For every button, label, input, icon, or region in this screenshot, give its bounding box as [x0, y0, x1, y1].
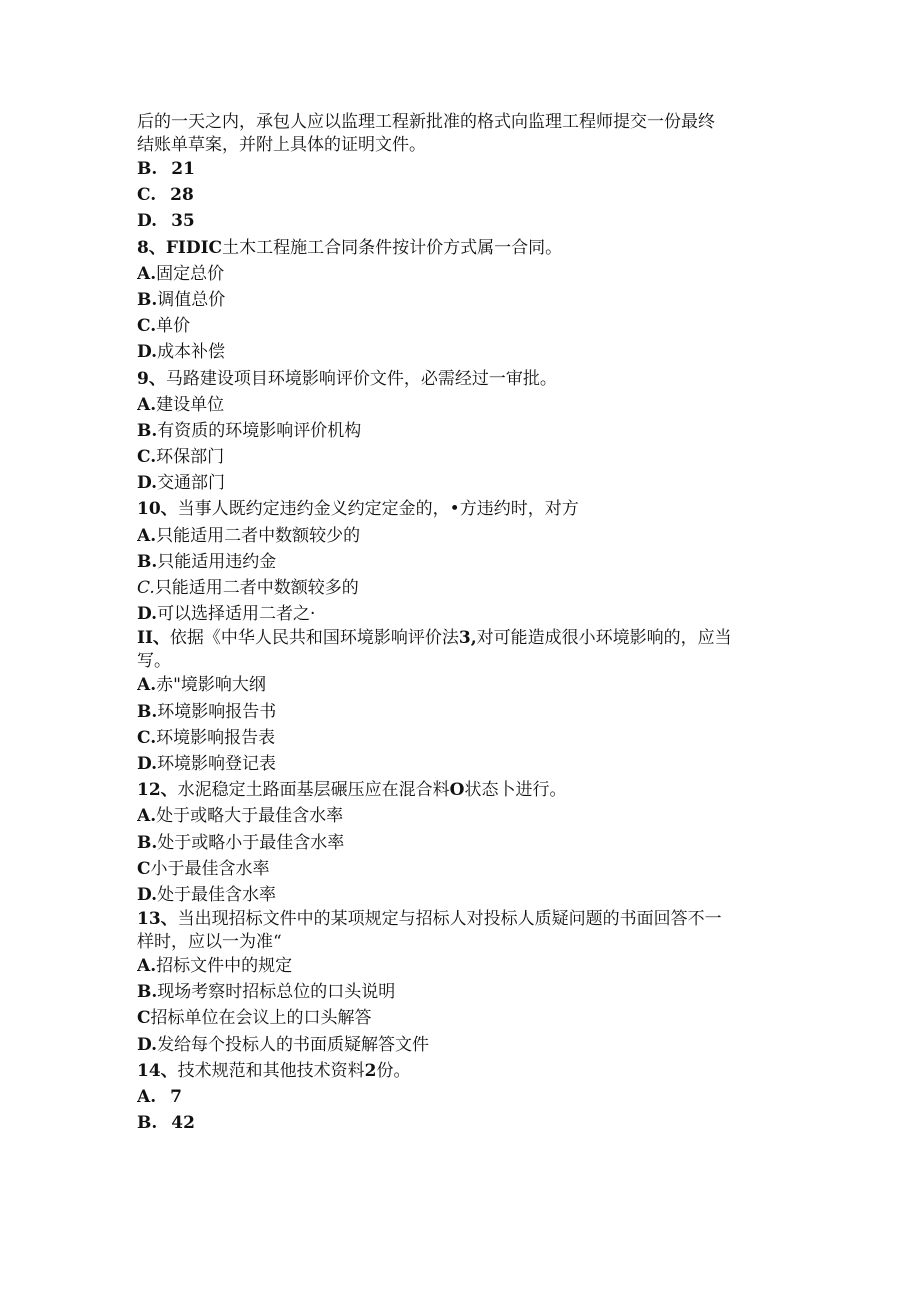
- question-text: 对可能造成很小环境影响的，应当: [476, 628, 732, 649]
- option-text: 小于最佳含水率: [150, 858, 270, 879]
- q11-option-a: [137, 672, 787, 698]
- option-text: 处于或略大于最佳含水率: [156, 806, 344, 827]
- option-label: C.: [137, 578, 155, 598]
- option-text: 固定总价: [156, 263, 225, 284]
- option-label: A.: [137, 956, 157, 977]
- q13-option-a: [137, 953, 787, 979]
- option-text: 赤"境影响大纲: [156, 675, 266, 696]
- question-10: [137, 496, 787, 522]
- option-text: 处于或略小于最佳含水率: [157, 832, 345, 853]
- option-text: 7: [170, 1087, 182, 1107]
- question-12: [137, 777, 787, 803]
- question-text: 当出现招标文件中的某项规定与招标人对投标人质疑问题的书面回答不一: [177, 909, 722, 930]
- option-label: B.: [137, 551, 158, 572]
- question-text: 水泥稳定土路面基层碾压应在混合料: [177, 780, 450, 801]
- option-text: 发给每个投标人的书面质疑解答文件: [157, 1034, 430, 1055]
- question-number: 10、: [137, 499, 178, 520]
- question-11-line-2: 写。: [137, 650, 171, 671]
- q12-option-d: [137, 882, 787, 908]
- question-number: 14、: [137, 1060, 178, 1081]
- option-label: B.: [137, 420, 158, 441]
- q8-option-a: [137, 261, 787, 287]
- q13-option-c: [137, 1005, 787, 1031]
- option-text: 只能适用违约金: [157, 551, 277, 572]
- option-label: A.: [137, 394, 157, 415]
- option-text: 35: [171, 211, 195, 232]
- question-number: 12、: [137, 780, 178, 801]
- question-9: [137, 366, 787, 392]
- option-label: C.: [137, 447, 157, 468]
- option-label: D.: [137, 473, 158, 494]
- q8-option-c: [137, 313, 787, 339]
- question-number: 9、: [137, 368, 166, 389]
- option-label: B.: [137, 982, 158, 1003]
- q13-option-d: [137, 1032, 787, 1058]
- document-page: [137, 111, 787, 1136]
- question-13-line-1: [137, 908, 787, 931]
- option-label: A.: [137, 263, 157, 284]
- option-label: D.: [137, 884, 158, 905]
- option-text: 调值总价: [157, 289, 226, 310]
- option-text: 21: [171, 159, 195, 179]
- question-term: FIDIC: [165, 237, 223, 258]
- question-text: 状态卜进行。: [464, 780, 567, 801]
- q10-option-c: [137, 575, 787, 601]
- option-label: B.: [137, 701, 158, 722]
- question-text: 当事人既约定违约金义约定定金的，•方违约时，对方: [177, 499, 579, 520]
- option-text: 现场考察时招标总位的口头说明: [157, 982, 396, 1003]
- question-11-line-1: [137, 627, 787, 650]
- q11-option-d: [137, 751, 787, 777]
- q14-option-b: [137, 1110, 787, 1136]
- option-text: 处于最佳含水率: [157, 884, 277, 905]
- q14-option-a: [137, 1084, 787, 1110]
- option-label: B.: [137, 832, 158, 853]
- option-text: 环境影响报告表: [156, 727, 276, 748]
- option-label: A.: [137, 675, 157, 696]
- question-number: II、: [137, 628, 170, 649]
- q9-option-d: [137, 470, 787, 496]
- q10-option-b: [137, 549, 787, 575]
- q8-option-d: [137, 339, 787, 365]
- question-13-line-2: 样时，应以一为准“: [137, 931, 282, 952]
- option-label: D.: [137, 604, 158, 625]
- q12-option-a: [137, 803, 787, 829]
- question-bold-fragment: O: [449, 780, 465, 801]
- option-label: A.: [137, 806, 157, 827]
- option-text: 可以选择适用二者之·: [157, 604, 316, 625]
- q10-option-d: [137, 601, 787, 627]
- question-number: 13、: [137, 909, 178, 930]
- q12-option-b: [137, 830, 787, 856]
- q8-option-b: [137, 287, 787, 313]
- option-label: D.: [137, 753, 158, 774]
- option-text: 42: [171, 1113, 195, 1134]
- option-label: B.: [137, 159, 158, 179]
- option-text: 有资质的环境影响评价机构: [157, 420, 362, 441]
- option-text: 28: [170, 185, 194, 206]
- q12-option-c: [137, 856, 787, 882]
- question-text: 技术规范和其他技术资料: [177, 1060, 365, 1081]
- option-text: 只能适用二者中数额较少的: [156, 525, 361, 546]
- question-bold-fragment: 3,: [458, 628, 477, 649]
- option-label: C.: [137, 727, 157, 748]
- q7-option-b: [137, 156, 787, 182]
- option-label: D.: [137, 1034, 158, 1055]
- option-label: A.: [137, 525, 157, 546]
- q10-option-a: [137, 523, 787, 549]
- q7-option-d: [137, 208, 787, 234]
- question-number: 8、: [137, 237, 166, 258]
- option-label: A.: [137, 1087, 157, 1107]
- question-text: 份。: [376, 1060, 411, 1081]
- q11-option-b: [137, 699, 787, 725]
- option-label: D.: [137, 211, 158, 232]
- question-bold-fragment: 2: [364, 1060, 377, 1081]
- option-text: 交通部门: [157, 473, 226, 494]
- option-label: C.: [137, 185, 157, 206]
- option-text: 只能适用二者中数额较多的: [154, 578, 359, 598]
- option-label: B.: [137, 1113, 158, 1134]
- option-label: C: [137, 858, 151, 879]
- question-text: 马路建设项目环境影响评价文件，必需经过一审批。: [165, 368, 557, 389]
- option-text: 环境影响报告书: [157, 701, 277, 722]
- option-text: 环保部门: [156, 447, 225, 468]
- option-label: D.: [137, 342, 158, 363]
- option-text: 招标单位在会议上的口头解答: [150, 1008, 372, 1029]
- option-text: 单价: [156, 316, 191, 337]
- option-text: 环境影响登记表: [157, 753, 277, 774]
- question-7-text-line-2: 结账单草案，并附上具体的证明文件。: [137, 134, 426, 155]
- question-text: 土木工程施工合同条件按计价方式属一合同。: [222, 237, 563, 258]
- option-text: 成本补偿: [157, 342, 226, 363]
- option-label: B.: [137, 289, 158, 310]
- option-label: C: [137, 1008, 151, 1029]
- q7-option-c: [137, 182, 787, 208]
- q13-option-b: [137, 979, 787, 1005]
- q9-option-a: [137, 392, 787, 418]
- q11-option-c: [137, 725, 787, 751]
- question-text: 依据《中华人民共和国环境影响评价法: [169, 628, 459, 649]
- q9-option-c: [137, 444, 787, 470]
- option-text: 建设单位: [156, 394, 225, 415]
- question-8: [137, 235, 787, 261]
- question-14: [137, 1058, 787, 1084]
- question-7-text-line-1: 后的一天之内，承包人应以监理工程新批准的格式向监理工程师提交一份最终: [137, 112, 715, 132]
- option-label: C.: [137, 316, 157, 337]
- option-text: 招标文件中的规定: [156, 956, 293, 977]
- q9-option-b: [137, 418, 787, 444]
